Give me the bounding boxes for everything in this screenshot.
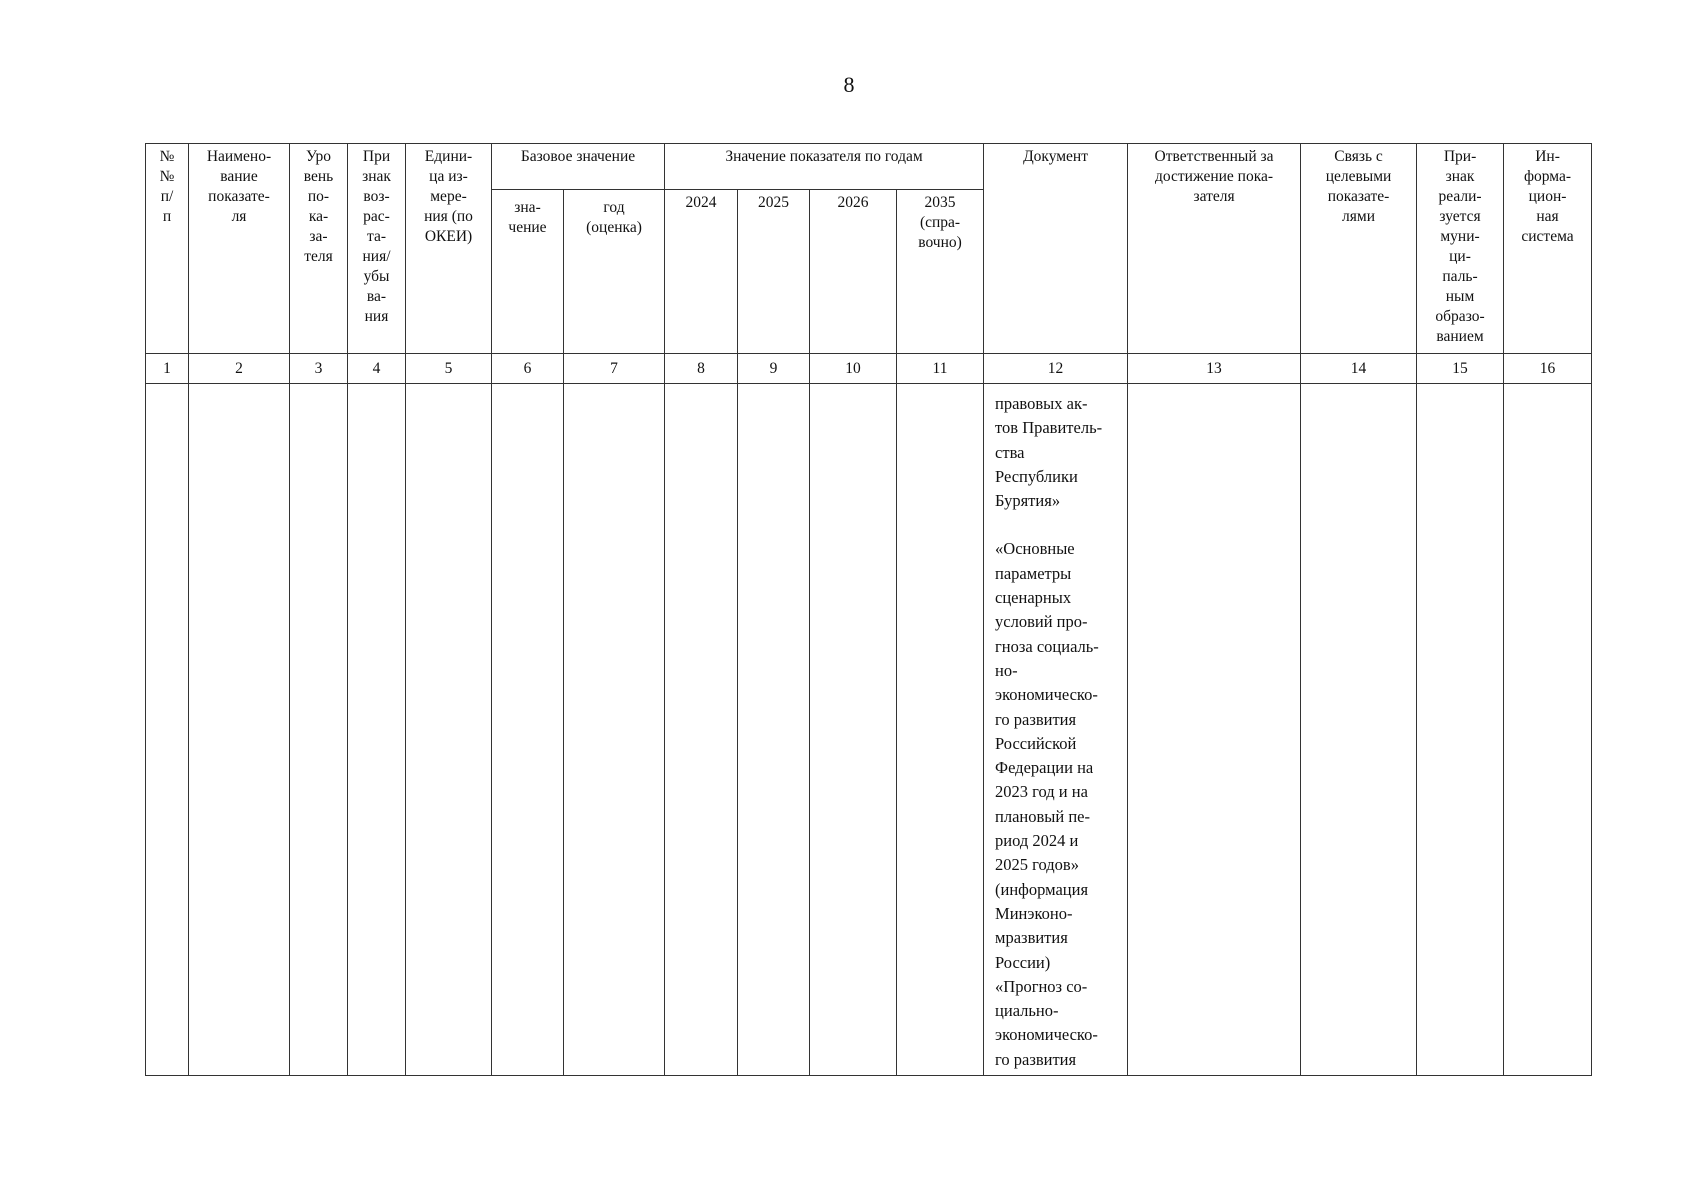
column-number: 7 [564, 354, 665, 384]
table-cell [665, 384, 738, 1076]
document-cell [984, 384, 1128, 1076]
header-yearly-values-group: Значение показателя по годам [665, 144, 984, 190]
table-cell [1128, 384, 1301, 1076]
header-row [146, 144, 1592, 190]
header-responsible: Ответственный за достижение пока- зателя [1128, 144, 1301, 354]
header-growth-sign: При знак воз- рас- та- ния/ убы ва- ния [348, 144, 406, 354]
page-number: 8 [843, 72, 855, 97]
table-row [146, 384, 1592, 1076]
table-cell [146, 384, 189, 1076]
column-number: 4 [348, 354, 406, 384]
indicators-table [145, 143, 1592, 1076]
column-number: 9 [738, 354, 810, 384]
column-number: 6 [492, 354, 564, 384]
column-number: 1 [146, 354, 189, 384]
document-paragraph: «Основные параметры сценарных условий про- гноза социаль- но- экономическо- го развития Российской Федерации на 2023 год и на плановый пе- риод 2024 и 2025 годов» (информация Минэконо- мразвития России) «Прогноз со- циально- экономическо- го развития [995, 539, 1099, 1069]
header-indicator-level: Уро вень по- ка- за- теля [290, 144, 348, 354]
header-base-year: год (оценка) [564, 190, 665, 354]
column-number: 10 [810, 354, 897, 384]
table-cell [1301, 384, 1417, 1076]
column-number: 8 [665, 354, 738, 384]
column-number: 15 [1417, 354, 1504, 384]
table-cell [1417, 384, 1504, 1076]
column-number: 3 [290, 354, 348, 384]
column-number: 2 [189, 354, 290, 384]
table-cell [406, 384, 492, 1076]
document-paragraph: правовых ак- тов Правитель- ства Республики Бурятия» [995, 394, 1103, 511]
header-unit: Едини- ца из- мере- ния (по ОКЕИ) [406, 144, 492, 354]
column-number: 13 [1128, 354, 1301, 384]
table-cell [738, 384, 810, 1076]
table-cell [348, 384, 406, 1076]
header-base-value-group: Базовое значение [492, 144, 665, 190]
column-number: 12 [984, 354, 1128, 384]
header-municipal-sign: При- знак реали- зуется муни- ци- паль- ным образо- ванием [1417, 144, 1504, 354]
header-year-2026: 2026 [810, 190, 897, 354]
header-indicator-name: Наимено- вание показате- ля [189, 144, 290, 354]
table-cell [290, 384, 348, 1076]
column-number: 5 [406, 354, 492, 384]
header-year-2035: 2035 (спра- вочно) [897, 190, 984, 354]
column-number: 16 [1504, 354, 1592, 384]
column-numbers-row [146, 354, 1592, 384]
header-year-2025: 2025 [738, 190, 810, 354]
header-base-value: зна- чение [492, 190, 564, 354]
column-number: 14 [1301, 354, 1417, 384]
header-information-system: Ин- форма- цион- ная система [1504, 144, 1592, 354]
table-cell [897, 384, 984, 1076]
column-number: 11 [897, 354, 984, 384]
table-cell [564, 384, 665, 1076]
table-cell [1504, 384, 1592, 1076]
table-cell [810, 384, 897, 1076]
paragraph-gap [995, 513, 1123, 537]
header-year-2024: 2024 [665, 190, 738, 354]
header-document: Документ [984, 144, 1128, 354]
header-row-number: № № п/ п [146, 144, 189, 354]
header-target-link: Связь с целевыми показате- лями [1301, 144, 1417, 354]
table-cell [492, 384, 564, 1076]
table-cell [189, 384, 290, 1076]
